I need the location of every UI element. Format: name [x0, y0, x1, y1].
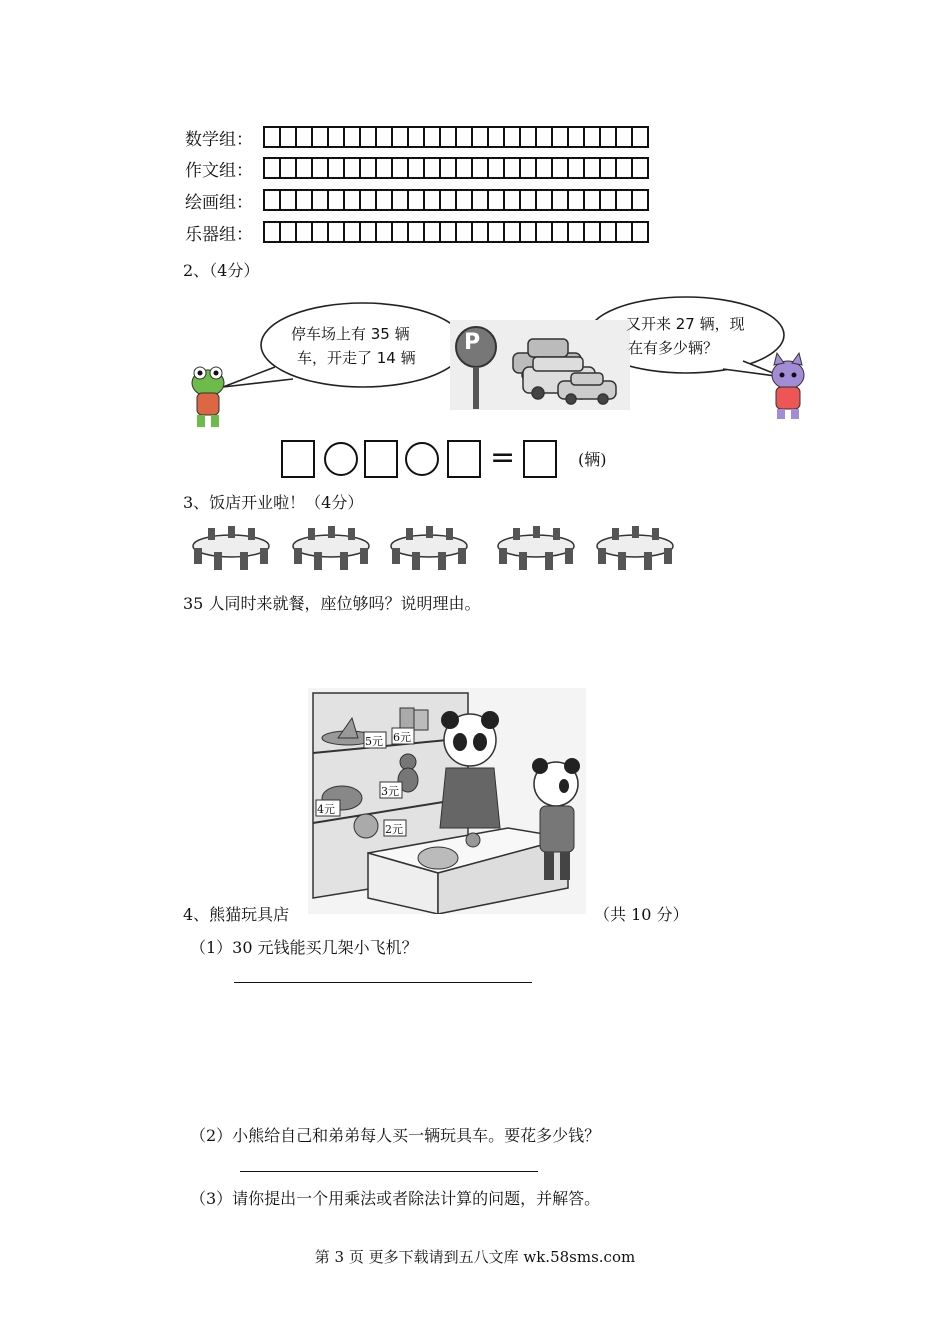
panda-shopkeeper-icon — [440, 711, 500, 828]
unit-label: (辆) — [578, 450, 607, 469]
answer-cells — [263, 189, 649, 211]
answer-cell[interactable] — [329, 126, 345, 148]
answer-cell[interactable] — [409, 157, 425, 179]
price-tag-label: 3元 — [381, 785, 399, 798]
answer-cell[interactable] — [457, 189, 473, 211]
answer-box[interactable] — [523, 440, 557, 478]
answer-cell[interactable] — [601, 221, 617, 243]
group-row-instrument — [185, 219, 649, 245]
answer-cell[interactable] — [281, 189, 297, 211]
group-label: 乐器组： — [185, 224, 253, 245]
answer-cells — [263, 221, 649, 243]
answer-cell[interactable] — [377, 126, 393, 148]
answer-cell[interactable] — [425, 157, 441, 179]
answer-cell[interactable] — [297, 221, 313, 243]
answer-cell[interactable] — [537, 189, 553, 211]
answer-cell[interactable] — [265, 126, 281, 148]
answer-cell[interactable] — [441, 189, 457, 211]
cat-character-icon — [772, 353, 804, 419]
answer-cell[interactable] — [265, 189, 281, 211]
q4-sub3: （3）请你提出一个用乘法或者除法计算的问题，并解答。 — [190, 1189, 601, 1208]
answer-cell[interactable] — [553, 157, 569, 179]
answer-cell[interactable] — [617, 189, 633, 211]
answer-cell[interactable] — [297, 189, 313, 211]
answer-cell[interactable] — [361, 189, 377, 211]
answer-cell[interactable] — [377, 221, 393, 243]
answer-cell[interactable] — [329, 157, 345, 179]
answer-cell[interactable] — [569, 221, 585, 243]
answer-cell[interactable] — [601, 126, 617, 148]
operator-circle[interactable] — [324, 442, 358, 476]
answer-cell[interactable] — [601, 157, 617, 179]
answer-cell[interactable] — [569, 157, 585, 179]
bubble-left-line2: 车，开走了 14 辆 — [297, 349, 416, 367]
answer-cell[interactable] — [393, 221, 409, 243]
answer-cell[interactable] — [633, 221, 649, 243]
table-icon — [597, 526, 673, 570]
q3-heading: 3、饭店开业啦！（4分） — [183, 493, 364, 512]
answer-cell[interactable] — [361, 221, 377, 243]
q2-heading: 2、（4分） — [183, 261, 260, 280]
answer-cell[interactable] — [281, 126, 297, 148]
frog-character-icon — [192, 367, 224, 427]
price-tag-label: 4元 — [317, 803, 335, 816]
answer-cell[interactable] — [377, 189, 393, 211]
answer-cell[interactable] — [633, 189, 649, 211]
answer-cell[interactable] — [505, 126, 521, 148]
answer-cell[interactable] — [425, 189, 441, 211]
answer-cell[interactable] — [553, 221, 569, 243]
answer-cell[interactable] — [393, 126, 409, 148]
table-icon — [498, 526, 574, 570]
answer-cell[interactable] — [633, 126, 649, 148]
answer-cell[interactable] — [297, 157, 313, 179]
bubble-right-line2: 在有多少辆？ — [628, 339, 719, 357]
group-row-writing — [185, 155, 649, 181]
answer-cell[interactable] — [473, 221, 489, 243]
ball-toy-icon — [354, 814, 378, 838]
table-icon — [193, 526, 269, 570]
answer-cell[interactable] — [297, 126, 313, 148]
answer-cell[interactable] — [425, 221, 441, 243]
answer-cell[interactable] — [617, 126, 633, 148]
answer-cell[interactable] — [617, 157, 633, 179]
page-footer: 第 3 页 更多下载请到五八文库 wk.58sms.com — [314, 1248, 636, 1266]
answer-cell[interactable] — [345, 157, 361, 179]
answer-cell[interactable] — [521, 126, 537, 148]
answer-cell[interactable] — [537, 126, 553, 148]
answer-cell[interactable] — [585, 189, 601, 211]
answer-cell[interactable] — [569, 189, 585, 211]
table-icon — [293, 526, 369, 570]
equals-sign: = — [490, 440, 516, 475]
answer-cell[interactable] — [521, 221, 537, 243]
answer-cell[interactable] — [585, 221, 601, 243]
answer-cell[interactable] — [537, 221, 553, 243]
answer-cell[interactable] — [313, 189, 329, 211]
answer-cell[interactable] — [569, 126, 585, 148]
answer-cell[interactable] — [473, 157, 489, 179]
answer-cells — [263, 157, 649, 179]
answer-cell[interactable] — [345, 221, 361, 243]
answer-cell[interactable] — [441, 157, 457, 179]
answer-cell[interactable] — [601, 189, 617, 211]
answer-line[interactable] — [234, 982, 532, 983]
answer-cell[interactable] — [457, 221, 473, 243]
answer-cell[interactable] — [265, 221, 281, 243]
answer-cell[interactable] — [345, 126, 361, 148]
block-toy-icon — [414, 710, 428, 730]
answer-cell[interactable] — [281, 221, 297, 243]
group-row-drawing — [185, 187, 649, 213]
answer-cell[interactable] — [441, 126, 457, 148]
answer-cell[interactable] — [489, 221, 505, 243]
group-label: 作文组： — [185, 160, 253, 181]
answer-cell[interactable] — [393, 189, 409, 211]
answer-cell[interactable] — [553, 189, 569, 211]
q4-points: （共 10 分） — [594, 905, 689, 924]
answer-cell[interactable] — [441, 221, 457, 243]
group-label: 绘画组： — [185, 192, 253, 213]
price-tag-label: 5元 — [365, 735, 383, 748]
answer-cell[interactable] — [489, 157, 505, 179]
ball-toy-icon — [466, 833, 480, 847]
q4-sub2: （2）小熊给自己和弟弟每人买一辆玩具车。要花多少钱？ — [190, 1126, 601, 1145]
answer-cell[interactable] — [313, 157, 329, 179]
answer-cell[interactable] — [313, 126, 329, 148]
block-toy-icon — [400, 708, 414, 730]
answer-cell[interactable] — [489, 189, 505, 211]
panda-toy-store-illustration — [308, 688, 586, 914]
answer-cell[interactable] — [505, 157, 521, 179]
answer-cell[interactable] — [457, 126, 473, 148]
answer-cell[interactable] — [409, 126, 425, 148]
answer-cell[interactable] — [585, 157, 601, 179]
answer-cell[interactable] — [393, 157, 409, 179]
toy-car-icon — [418, 847, 458, 869]
answer-cell[interactable] — [521, 157, 537, 179]
q4-heading: 4、熊猫玩具店 — [183, 905, 290, 924]
answer-cell[interactable] — [633, 157, 649, 179]
table-icon — [391, 526, 467, 570]
group-label: 数学组： — [185, 129, 253, 150]
answer-cell[interactable] — [265, 157, 281, 179]
operator-circle[interactable] — [405, 442, 439, 476]
answer-cell[interactable] — [521, 189, 537, 211]
answer-cell[interactable] — [585, 126, 601, 148]
answer-line[interactable] — [240, 1171, 538, 1172]
answer-cell[interactable] — [329, 221, 345, 243]
price-tag-label: 2元 — [385, 823, 403, 836]
answer-cell[interactable] — [409, 189, 425, 211]
answer-cell[interactable] — [281, 157, 297, 179]
answer-cell[interactable] — [361, 126, 377, 148]
answer-cell[interactable] — [377, 157, 393, 179]
answer-cell[interactable] — [617, 221, 633, 243]
q3-question: 35 人同时来就餐，座位够吗？说明理由。 — [183, 594, 481, 613]
answer-cell[interactable] — [425, 126, 441, 148]
answer-cell[interactable] — [345, 189, 361, 211]
answer-cell[interactable] — [473, 189, 489, 211]
answer-cell[interactable] — [505, 189, 521, 211]
answer-cell[interactable] — [473, 126, 489, 148]
price-tag-label: 6元 — [393, 731, 411, 744]
answer-cell[interactable] — [553, 126, 569, 148]
sign-pole — [473, 367, 479, 409]
bubble-right-line1: 又开来 27 辆，现 — [626, 315, 745, 333]
answer-cell[interactable] — [489, 126, 505, 148]
restaurant-tables-illustration — [188, 522, 678, 574]
answer-cell[interactable] — [457, 157, 473, 179]
answer-cell[interactable] — [537, 157, 553, 179]
answer-cell[interactable] — [313, 221, 329, 243]
group-row-math — [185, 124, 649, 150]
answer-cell[interactable] — [329, 189, 345, 211]
answer-box[interactable] — [281, 440, 315, 478]
parking-sign-letter: P — [464, 330, 481, 355]
answer-cell[interactable] — [505, 221, 521, 243]
q4-sub1: （1）30 元钱能买几架小飞机？ — [190, 938, 418, 957]
answer-box[interactable] — [447, 440, 481, 478]
answer-cell[interactable] — [361, 157, 377, 179]
answer-cell[interactable] — [409, 221, 425, 243]
answer-box[interactable] — [364, 440, 398, 478]
answer-cells — [263, 126, 649, 148]
bubble-left-line1: 停车场上有 35 辆 — [291, 325, 410, 343]
